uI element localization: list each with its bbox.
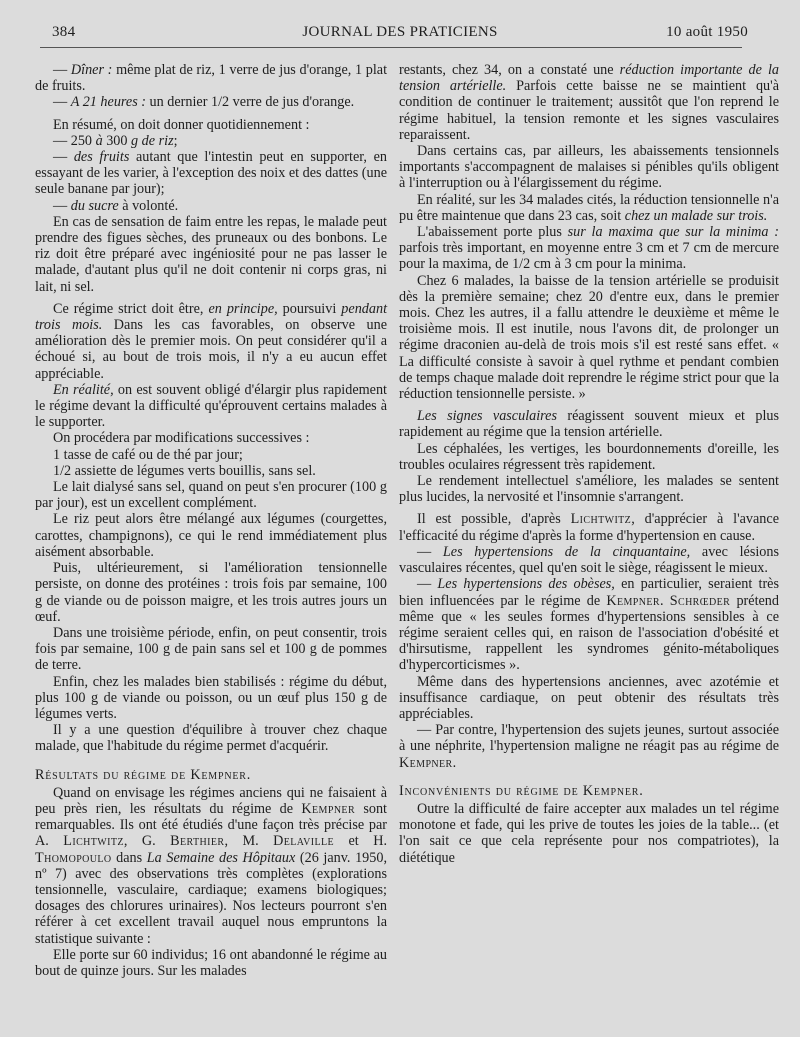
paragraph: — des fruits autant que l'intestin peut en supporter, en essayant de les varier, à l'exception des noix et des dattes (une seule banane par jour);	[35, 149, 387, 198]
running-header	[52, 24, 748, 46]
section-heading: Résultats du régime de Kempner.	[35, 766, 252, 783]
paragraph: Enfin, chez les malades bien stabilisés : régime du début, plus 100 g de viande ou poisson, ou un œuf plus 150 g de légumes verts.	[35, 673, 387, 722]
paragraph: — Par contre, l'hypertension des sujets jeunes, surtout associée à une néphrite, l'hypertension maligne ne réagit pas au régime de Kempner.	[399, 722, 779, 771]
paragraph: Ce régime strict doit être, en principe, poursuivi pendant trois mois. Dans les cas favorables, on observe une amélioration dès le premier mois. On peut considérer qu'il a échoué si, au bout de trois mois, il n'y a eu aucun effet appréciable.	[35, 300, 388, 382]
paragraph: — 250 à 300 g de riz;	[53, 132, 178, 149]
paragraph: Il est possible, d'après Lichtwitz, d'apprécier à l'avance l'efficacité du régime d'après la forme d'hypertension en cause.	[399, 511, 779, 544]
paragraph: restants, chez 34, on a constaté une réduction importante de la tension artérielle. Parfois cette baisse ne se maintient qu'à condition de continuer le traitement; aussitôt que l'on reprend le régime habituel, la tension remonte et les signes vasculaires reparaissent.	[399, 62, 779, 143]
right-column	[399, 62, 779, 866]
paragraph: 1/2 assiette de légumes verts bouillis, sans sel.	[53, 462, 316, 479]
paragraph: — A 21 heures : un dernier 1/2 verre de jus d'orange.	[53, 94, 355, 111]
paragraph: Elle porte sur 60 individus; 16 ont abandonné le régime au bout de quinze jours. Sur les malades	[35, 946, 387, 979]
paragraph: — du sucre à volonté.	[53, 197, 179, 214]
paragraph: En réalité, sur les 34 malades cités, la réduction tensionnelle n'a pu être maintenue que dans 23 cas, soit chez un malade sur trois.	[399, 191, 779, 224]
section-heading: Inconvénients du régime de Kempner.	[399, 782, 644, 799]
paragraph: Il y a une question d'équilibre à trouver chez chaque malade, que l'habitude du régime permet d'acquérir.	[35, 722, 387, 755]
paragraph: Dans une troisième période, enfin, on peut consentir, trois fois par semaine, 100 g de pain sans sel et 100 g de pommes de terre.	[35, 624, 387, 674]
paragraph: Même dans des hypertensions anciennes, avec azotémie et insuffisance cardiaque, on peut obtenir des résultats très appréciables.	[399, 673, 779, 722]
paragraph: Le lait dialysé sans sel, quand on peut s'en procurer (100 g par jour), est un excellent complément.	[35, 479, 387, 512]
paragraph: Les céphalées, les vertiges, les bourdonnements d'oreille, les troubles oculaires régressent très rapidement.	[399, 440, 779, 473]
paragraph: — Les hypertensions des obèses, en particulier, seraient très bien influencées par le régime de Kempner. Schrœder prétend même que « les seules formes d'hypertensions sensibles à ce régime seraient celles qui, en raison de l'association d'obésité et d'hirsutisme, rappellent les syndromes génito-métaboliques d'hypercorticismes ».	[399, 576, 779, 674]
paragraph: Quand on envisage les régimes anciens qui ne faisaient à peu près rien, les résultats du régime de Kempner sont remarquables. Ils ont été étudiés d'une façon très précise par A. Lichtwitz, G. Berthier, M. Delaville et H. Thomopoulo dans La Semaine des Hôpitaux (26 janv. 1950, nº 7) avec des observations très complètes (explorations tensionnelle, vasculaire, cardiaque; examens biologiques; dosages des chlorures urinaires). Nos lecteurs pourront s'en référer à cet excellent travail auquel nous empruntons la statistique suivante :	[35, 784, 388, 947]
paragraph: En réalité, on est souvent obligé d'élargir plus rapidement le régime devant la difficulté qu'éprouvent certains malades à le supporter.	[35, 381, 387, 431]
paragraph: On procédera par modifications successives :	[53, 430, 310, 447]
paragraph: En résumé, on doit donner quotidiennement :	[53, 116, 310, 133]
paragraph: Puis, ultérieurement, si l'amélioration tensionnelle persiste, on donne des protéines : trois fois par semaine, 100 g de viande ou de poisson maigre, et les trois autres jours un œuf.	[35, 560, 387, 625]
paragraph: Dans certains cas, par ailleurs, les abaissements tensionnels importants s'accompagnent de malaises si pénibles qu'ils obligent à l'interruption ou à l'élargissement du régime.	[399, 143, 779, 192]
paragraph: Le rendement intellectuel s'améliore, les malades se sentent plus lucides, la nervosité et l'insomnie s'arrangent.	[399, 473, 779, 506]
issue-date: 10 août 1950	[666, 24, 748, 40]
paragraph: — Les hypertensions de la cinquantaine, avec lésions vasculaires récentes, quel qu'en soit le siège, réagissent le mieux.	[399, 543, 779, 577]
paragraph: En cas de sensation de faim entre les repas, le malade peut prendre des figues sèches, des pruneaux ou des bonbons. Le riz doit être préparé avec ingéniosité pour ne pas lasser le malade, d'autant plus qu'il ne doit contenir ni corps gras, ni lait, ni sel.	[35, 213, 387, 295]
paragraph: — Dîner : même plat de riz, 1 verre de jus d'orange, 1 plat de fruits.	[35, 62, 388, 95]
journal-title: JOURNAL DES PRATICIENS	[302, 24, 498, 40]
paragraph: L'abaissement porte plus sur la maxima que sur la minima : parfois très important, en moyenne entre 3 cm et 7 cm de mercure pour la maxima, de 1/2 cm à 3 cm pour la minima.	[399, 224, 779, 273]
paragraph: Les signes vasculaires réagissent souvent mieux et plus rapidement au régime que la tension artérielle.	[399, 408, 780, 441]
paragraph: Chez 6 malades, la baisse de la tension artérielle se produisit dès la première semaine; chez 20 d'entre eux, dans le premier mois. Chez les autres, il a fallu attendre le deuxième et même le troisième mois. Il est inutile, nous l'avons dit, de prolonger un régime draconien au-delà de trois mois s'il est resté sans effet. « La difficulté consiste à savoir à quel rythme et pendant combien de temps chaque malade doit reprendre le régime strict pour que la réduction tensionnelle persiste. »	[399, 272, 779, 403]
page-number: 384	[52, 24, 76, 40]
left-column	[35, 62, 387, 979]
paragraph: 1 tasse de café ou de thé par jour;	[53, 446, 243, 463]
header-rule	[40, 47, 742, 48]
paragraph: Le riz peut alors être mélangé aux légumes (courgettes, carottes, champignons), ce qui le rend immédiatement plus aisément absorbable.	[35, 511, 387, 560]
paragraph: Outre la difficulté de faire accepter aux malades un tel régime monotone et fade, qui les prive de toutes les joies de la table... (et l'on sait ce que cela représente pour nos compatriotes), la diététique	[399, 800, 779, 866]
